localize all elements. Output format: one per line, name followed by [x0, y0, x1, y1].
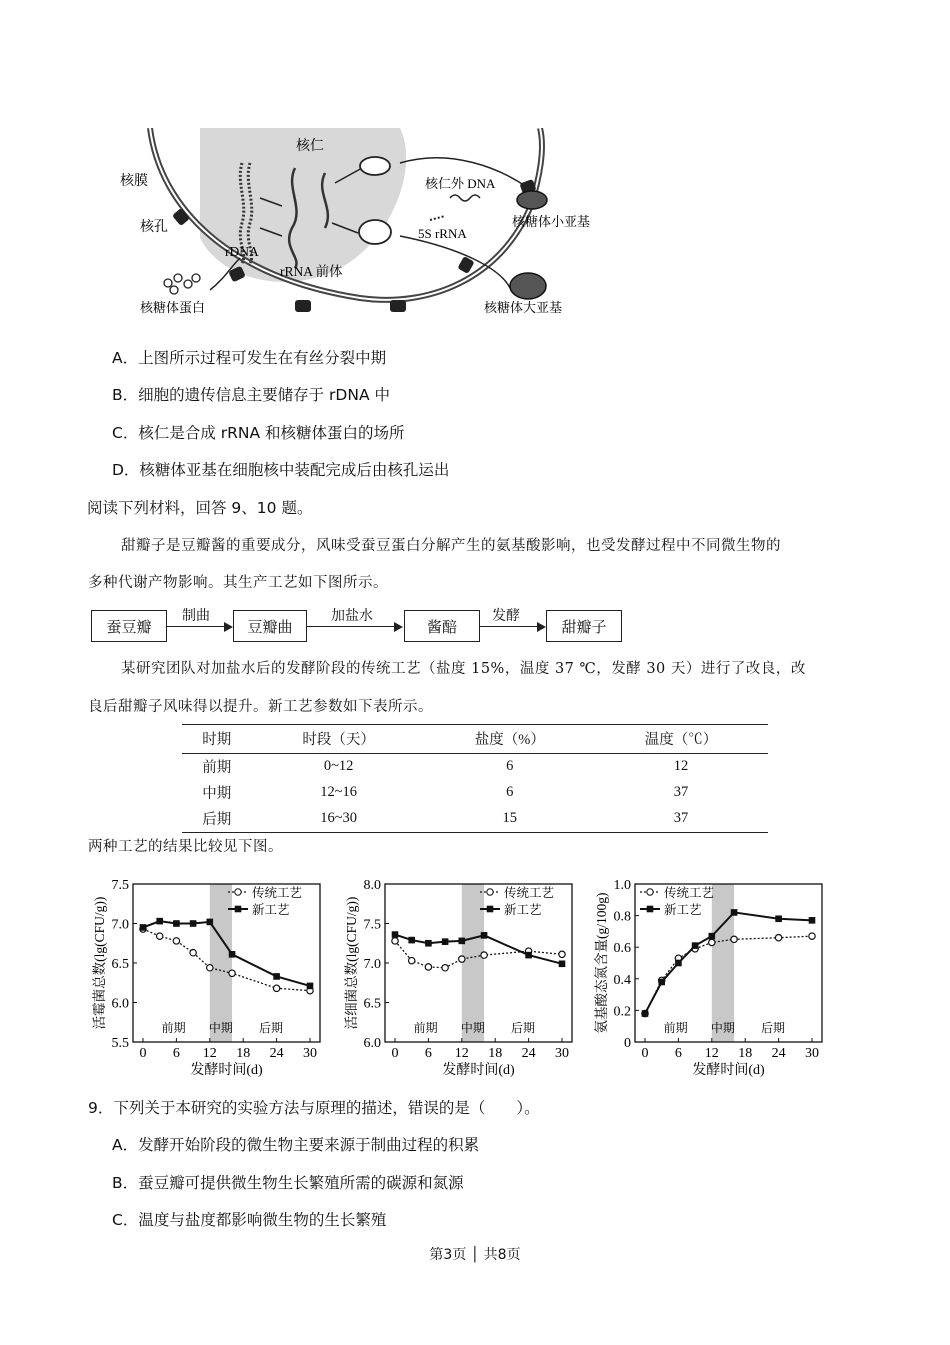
table-header: 温度（℃）	[594, 725, 768, 754]
x-axis-label: 发酵时间(d)	[190, 1063, 263, 1078]
q9-option-b: B．蚕豆瓣可提供微生物生长繁殖所需的碳源和氮源	[112, 1174, 464, 1192]
data-point-traditional	[559, 951, 565, 957]
data-point-new	[442, 938, 449, 945]
table-cell: 后期	[182, 806, 252, 833]
data-point-new	[156, 918, 163, 925]
flow-box-broad-bean: 蚕豆瓣	[91, 610, 167, 642]
phase-label: 后期	[259, 1021, 284, 1035]
flow-arrow-2	[307, 626, 401, 627]
y-tick-label: 1.0	[613, 878, 631, 893]
table-cell: 16~30	[252, 806, 426, 833]
charts-intro: 两种工艺的结果比较见下图。	[88, 839, 283, 855]
data-point-traditional	[425, 964, 431, 970]
rrna-5s-label: 5S rRNA	[418, 226, 467, 241]
middle-phase-band	[462, 884, 484, 1042]
flow-label-2: 加盐水	[331, 608, 373, 624]
data-point-new	[709, 933, 716, 940]
table-row	[182, 754, 768, 781]
q9-option-a: A．发酵开始阶段的微生物主要来源于制曲过程的积累	[112, 1136, 480, 1154]
table-header: 盐度（%）	[426, 725, 594, 754]
nuclear-envelope-label: 核膜	[120, 174, 148, 189]
small-subunit-label: 核糖体小亚基	[512, 214, 591, 229]
phase-label: 前期	[161, 1021, 186, 1035]
data-point-traditional	[392, 938, 398, 944]
data-point-traditional	[157, 933, 163, 939]
phase-label: 前期	[413, 1021, 438, 1035]
legend-marker	[235, 889, 241, 895]
legend-label: 传统工艺	[504, 886, 555, 900]
data-point-traditional	[207, 965, 213, 971]
data-point-traditional	[190, 950, 196, 956]
y-tick-label: 0.2	[613, 1004, 631, 1020]
q8-option-d: D．核糖体亚基在细胞核中装配完成后由核孔运出	[112, 461, 450, 479]
table-cell: 12~16	[320, 784, 358, 800]
x-tick-label: 6	[674, 1046, 682, 1061]
data-point-new	[140, 924, 147, 931]
table-cell: 37	[594, 806, 768, 833]
table-header: 时期	[182, 725, 252, 754]
phase-label: 中期	[208, 1021, 233, 1035]
large-subunit-icon	[510, 273, 546, 299]
x-tick-label: 12	[704, 1046, 719, 1061]
x-tick-label: 30	[555, 1046, 569, 1061]
data-point-traditional	[173, 938, 179, 944]
y-axis-label: 活细菌总数(lg(CFU/g))	[344, 896, 359, 1030]
table-cell: 前期	[202, 760, 232, 776]
flow-label-3: 发酵	[492, 608, 520, 624]
x-tick-label: 18	[488, 1046, 503, 1061]
flow-arrow-3	[480, 626, 544, 627]
table-cell: 6	[506, 758, 514, 774]
chart-bacteria-count	[340, 872, 580, 1082]
data-point-traditional	[731, 936, 737, 942]
data-point-new	[459, 938, 466, 945]
phase-label: 后期	[511, 1021, 536, 1035]
table-row	[182, 780, 768, 806]
legend-label: 传统工艺	[252, 886, 303, 900]
q9-stem: 9．下列关于本研究的实验方法与原理的描述，错误的是（ ）。	[88, 1099, 540, 1117]
x-tick-label: 6	[172, 1046, 180, 1061]
chart-amino-nitrogen	[590, 872, 830, 1082]
middle-phase-band	[210, 884, 232, 1042]
y-tick-label: 0	[624, 1036, 631, 1051]
small-subunit-icon	[517, 191, 547, 209]
y-tick-label: 0.8	[613, 909, 631, 925]
q8-option-a: A．上图所示过程可发生在有丝分裂中期	[112, 349, 387, 367]
data-point-new	[408, 937, 415, 944]
nucleolus-label: 核仁	[296, 139, 324, 154]
x-tick-label: 6	[424, 1046, 432, 1061]
data-point-new	[559, 960, 566, 967]
data-point-traditional	[409, 957, 415, 963]
flow-box-mash: 酱醅	[404, 610, 480, 642]
rrna-precursor-label: rRNA 前体	[280, 264, 343, 279]
data-point-new	[525, 952, 532, 959]
data-point-new	[809, 917, 816, 924]
legend-marker	[487, 906, 494, 913]
large-subunit-label: 核糖体大亚基	[484, 300, 563, 315]
flow-label-1: 制曲	[182, 608, 210, 624]
legend-label: 新工艺	[664, 903, 702, 917]
table-cell: 15	[426, 806, 594, 833]
y-axis-label: 氨基酸态氮含量(g/100g)	[594, 892, 609, 1034]
ribosome-diagram	[100, 128, 620, 328]
x-tick-label: 18	[738, 1046, 753, 1061]
data-point-traditional	[459, 956, 465, 962]
nuclear-pore-label: 核孔	[140, 220, 168, 235]
q8-option-c: C．核仁是合成 rRNA 和核糖体蛋白的场所	[112, 424, 405, 442]
process-parameter-table	[182, 724, 768, 833]
phase-label: 后期	[761, 1021, 786, 1035]
data-point-traditional	[273, 985, 279, 991]
rdna-label: rDNA	[225, 244, 259, 259]
phase-label: 中期	[460, 1021, 485, 1035]
table-header: 时段（天）	[252, 725, 426, 754]
flow-arrow-1	[167, 626, 231, 627]
table-cell: 6	[506, 784, 514, 800]
ribosomal-protein-label: 核糖体蛋白	[140, 300, 206, 315]
data-point-new	[731, 909, 738, 916]
data-point-traditional	[442, 965, 448, 971]
data-point-new	[675, 960, 682, 967]
x-tick-label: 30	[303, 1046, 317, 1061]
x-tick-label: 24	[269, 1046, 284, 1061]
x-tick-label: 24	[521, 1046, 536, 1061]
data-point-traditional	[709, 939, 715, 945]
material-p2-line1: 某研究团队对加盐水后的发酵阶段的传统工艺（盐度 15%，温度 37 ℃，发酵 30 天）进行了改良，改	[121, 661, 806, 677]
legend-marker	[647, 889, 653, 895]
x-tick-label: 0	[139, 1046, 147, 1061]
x-tick-label: 18	[236, 1046, 251, 1061]
data-point-new	[658, 979, 665, 986]
y-tick-label: 7.0	[111, 917, 129, 933]
flow-box-koji: 豆瓣曲	[233, 610, 307, 642]
table-cell: 37	[673, 784, 689, 800]
material-p1-line2: 多种代谢产物影响。其生产工艺如下图所示。	[88, 575, 388, 591]
table-cell: 12	[673, 758, 689, 774]
extra-dna-label: 核仁外 DNA	[425, 176, 496, 191]
x-tick-label: 12	[454, 1046, 469, 1061]
data-point-traditional	[229, 970, 235, 976]
page-footer: 第3页 │ 共8页	[429, 1247, 521, 1263]
data-point-new	[481, 932, 488, 939]
material-p1-line1: 甜瓣子是豆瓣酱的重要成分，风味受蚕豆蛋白分解产生的氨基酸影响，也受发酵过程中不同微生物的	[121, 538, 781, 554]
data-point-new	[207, 919, 214, 926]
phase-label: 前期	[663, 1021, 688, 1035]
data-point-new	[392, 931, 399, 938]
chart-mold-count	[88, 872, 328, 1082]
x-tick-label: 0	[391, 1046, 399, 1061]
table-row	[182, 806, 768, 833]
x-tick-label: 30	[805, 1046, 819, 1061]
phase-label: 中期	[710, 1021, 735, 1035]
data-point-new	[229, 951, 236, 958]
data-point-new	[173, 920, 180, 927]
reading-intro: 阅读下列材料，回答 9、10 题。	[87, 499, 313, 517]
y-tick-label: 6.0	[111, 996, 129, 1012]
x-axis-label: 发酵时间(d)	[442, 1063, 515, 1078]
x-tick-label: 0	[641, 1046, 649, 1061]
q9-option-c: C．温度与盐度都影响微生物的生长繁殖	[112, 1211, 387, 1229]
middle-phase-band	[712, 884, 734, 1042]
table-cell: 中期	[202, 786, 232, 802]
y-tick-label: 0.4	[613, 972, 631, 988]
data-point-new	[273, 973, 280, 980]
x-tick-label: 12	[202, 1046, 217, 1061]
data-point-traditional	[809, 933, 815, 939]
y-tick-label: 6.5	[363, 996, 381, 1012]
table-cell: 0~12	[323, 758, 354, 774]
y-tick-label: 0.6	[613, 941, 631, 957]
data-point-new	[190, 920, 197, 927]
y-tick-label: 7.5	[363, 917, 381, 933]
flow-box-sweet-bean: 甜瓣子	[546, 610, 622, 642]
y-tick-label: 6.5	[111, 957, 129, 972]
x-axis-label: 发酵时间(d)	[692, 1063, 765, 1078]
x-tick-label: 24	[771, 1046, 786, 1061]
legend-label: 传统工艺	[664, 886, 715, 900]
q8-option-b: B．细胞的遗传信息主要储存于 rDNA 中	[112, 386, 390, 404]
y-tick-label: 8.0	[363, 878, 381, 893]
y-tick-label: 5.5	[111, 1036, 129, 1051]
data-point-traditional	[775, 935, 781, 941]
legend-marker	[235, 906, 242, 913]
y-tick-label: 7.5	[111, 878, 129, 893]
legend-marker	[487, 889, 493, 895]
data-point-new	[307, 983, 314, 990]
data-point-new	[425, 940, 432, 947]
legend-marker	[647, 906, 654, 913]
data-point-traditional	[481, 952, 487, 958]
data-point-new	[775, 915, 782, 922]
y-tick-label: 6.0	[363, 1036, 381, 1051]
y-axis-label: 活霉菌总数(lg(CFU/g))	[92, 896, 107, 1030]
legend-label: 新工艺	[504, 903, 542, 917]
y-tick-label: 7.0	[363, 957, 381, 972]
data-point-new	[642, 1010, 649, 1017]
legend-label: 新工艺	[252, 903, 290, 917]
data-point-new	[692, 942, 699, 949]
material-p2-line2: 良后甜瓣子风味得以提升。新工艺参数如下表所示。	[88, 699, 433, 715]
